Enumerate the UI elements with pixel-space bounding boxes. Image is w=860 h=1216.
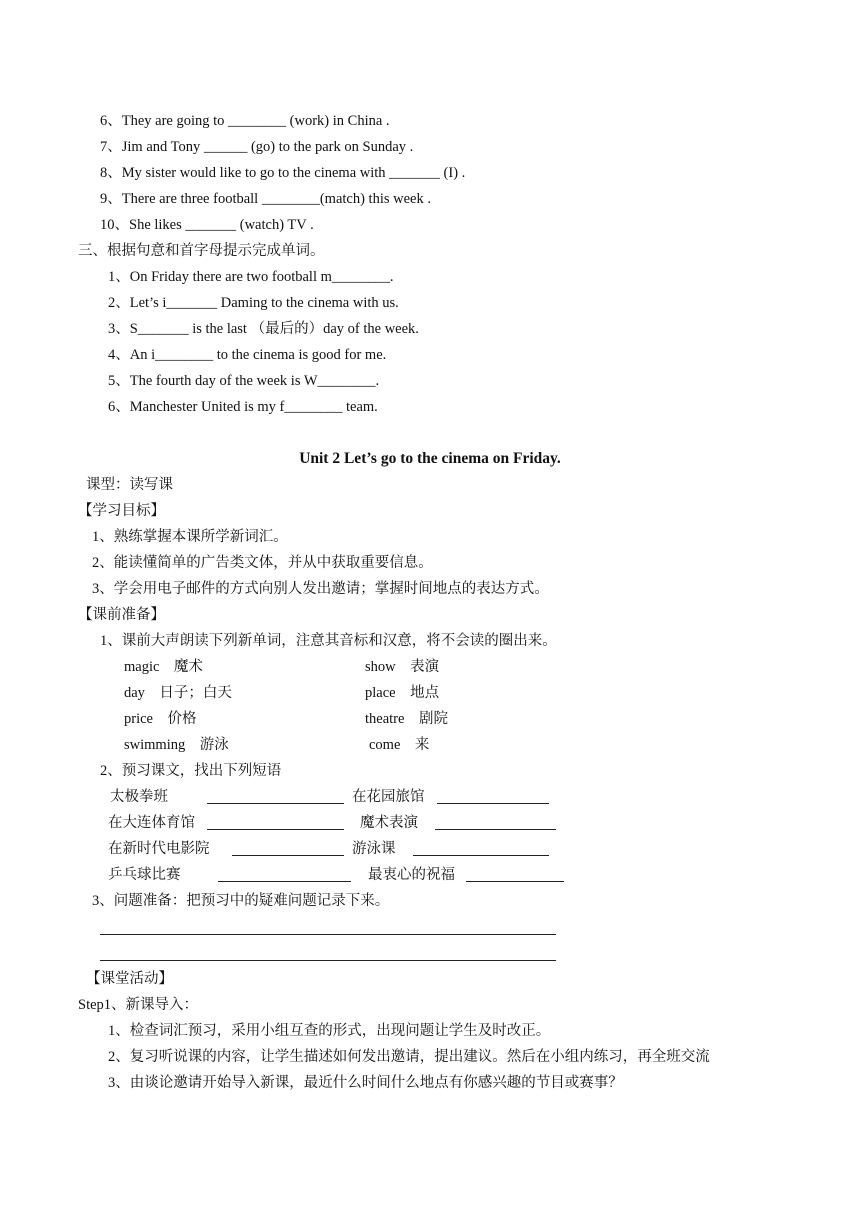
activities-heading: 【课堂活动】 bbox=[86, 971, 173, 987]
exercise-item: 8、My sister would like to go to the cinema with _______ (I) . bbox=[100, 165, 466, 181]
exercise-item: 10、She likes _______ (watch) TV . bbox=[100, 217, 314, 233]
answer-blank bbox=[207, 829, 344, 830]
activity-item: 3、由谈论邀请开始导入新课，最近什么时间什么地点有你感兴趣的节目或赛事？ bbox=[108, 1075, 623, 1091]
activity-item: 1、检查词汇预习，采用小组互查的形式，出现问题让学生及时改正。 bbox=[108, 1023, 551, 1039]
phrase-label: 游泳课 bbox=[352, 841, 396, 857]
activity-step: Step1、新课导入： bbox=[78, 997, 199, 1013]
preparation-step: 3、问题准备：把预习中的疑难问题记录下来。 bbox=[92, 893, 390, 909]
exercise-item: 7、Jim and Tony ______ (go) to the park on Sunday . bbox=[100, 139, 414, 155]
answer-blank bbox=[207, 803, 344, 804]
objectives-heading: 【学习目标】 bbox=[78, 503, 165, 519]
vocab-item: magic 魔术 bbox=[124, 659, 203, 675]
vocab-item: come 来 bbox=[369, 737, 430, 753]
phrase-label: 在大连体育馆 bbox=[108, 815, 195, 831]
answer-blank bbox=[466, 881, 564, 882]
vocab-item: swimming 游泳 bbox=[124, 737, 229, 753]
vocab-item: show 表演 bbox=[365, 659, 440, 675]
phrase-label: 最衷心的祝福 bbox=[368, 867, 455, 883]
preparation-step: 2、预习课文，找出下列短语 bbox=[100, 763, 282, 779]
answer-blank bbox=[435, 829, 556, 830]
answer-blank bbox=[437, 803, 549, 804]
exercise-item: 5、The fourth day of the week is W________. bbox=[108, 373, 380, 389]
lesson-type: 课型：读写课 bbox=[86, 477, 173, 493]
exercise-item: 4、An i________ to the cinema is good for me. bbox=[108, 347, 387, 363]
phrase-label: 在花园旅馆 bbox=[352, 789, 425, 805]
objective-item: 1、熟练掌握本课所学新词汇。 bbox=[92, 529, 288, 545]
phrase-label: 太极拳班 bbox=[110, 789, 168, 805]
vocab-item: day 日子；白天 bbox=[124, 685, 232, 701]
answer-blank bbox=[413, 855, 549, 856]
exercise-item: 1、On Friday there are two football m________. bbox=[108, 269, 394, 285]
exercise-item: 6、Manchester United is my f________ team. bbox=[108, 399, 378, 415]
answer-line bbox=[100, 960, 556, 961]
exercise-item: 6、They are going to ________ (work) in China . bbox=[100, 113, 390, 129]
phrase-label: 魔术表演 bbox=[360, 815, 418, 831]
answer-blank bbox=[232, 855, 344, 856]
objective-item: 3、学会用电子邮件的方式向别人发出邀请；掌握时间地点的表达方式。 bbox=[92, 581, 549, 597]
objective-item: 2、能读懂简单的广告类文体，并从中获取重要信息。 bbox=[92, 555, 433, 571]
vocab-item: place 地点 bbox=[365, 685, 440, 701]
phrase-label: 在新时代电影院 bbox=[108, 841, 210, 857]
preparation-heading: 【课前准备】 bbox=[78, 607, 165, 623]
phrase-label: 乒乓球比赛 bbox=[108, 867, 181, 883]
activity-item: 2、复习听说课的内容，让学生描述如何发出邀请，提出建议。然后在小组内练习，再全班交流 bbox=[108, 1049, 710, 1065]
exercise-item: 9、There are three football ________(match) this week . bbox=[100, 191, 431, 207]
vocab-item: theatre 剧院 bbox=[365, 711, 448, 727]
preparation-step: 1、课前大声朗读下列新单词，注意其音标和汉意，将不会读的圈出来。 bbox=[100, 633, 557, 649]
exercise-item: 2、Let’s i_______ Daming to the cinema with us. bbox=[108, 295, 399, 311]
exercise-item: 3、S_______ is the last （最后的）day of the week. bbox=[108, 321, 419, 337]
section-heading: 三、根据句意和首字母提示完成单词。 bbox=[78, 243, 325, 259]
answer-line bbox=[100, 934, 556, 935]
answer-blank bbox=[218, 881, 351, 882]
unit-title: Unit 2 Let’s go to the cinema on Friday. bbox=[299, 450, 561, 467]
vocab-item: price 价格 bbox=[124, 711, 197, 727]
